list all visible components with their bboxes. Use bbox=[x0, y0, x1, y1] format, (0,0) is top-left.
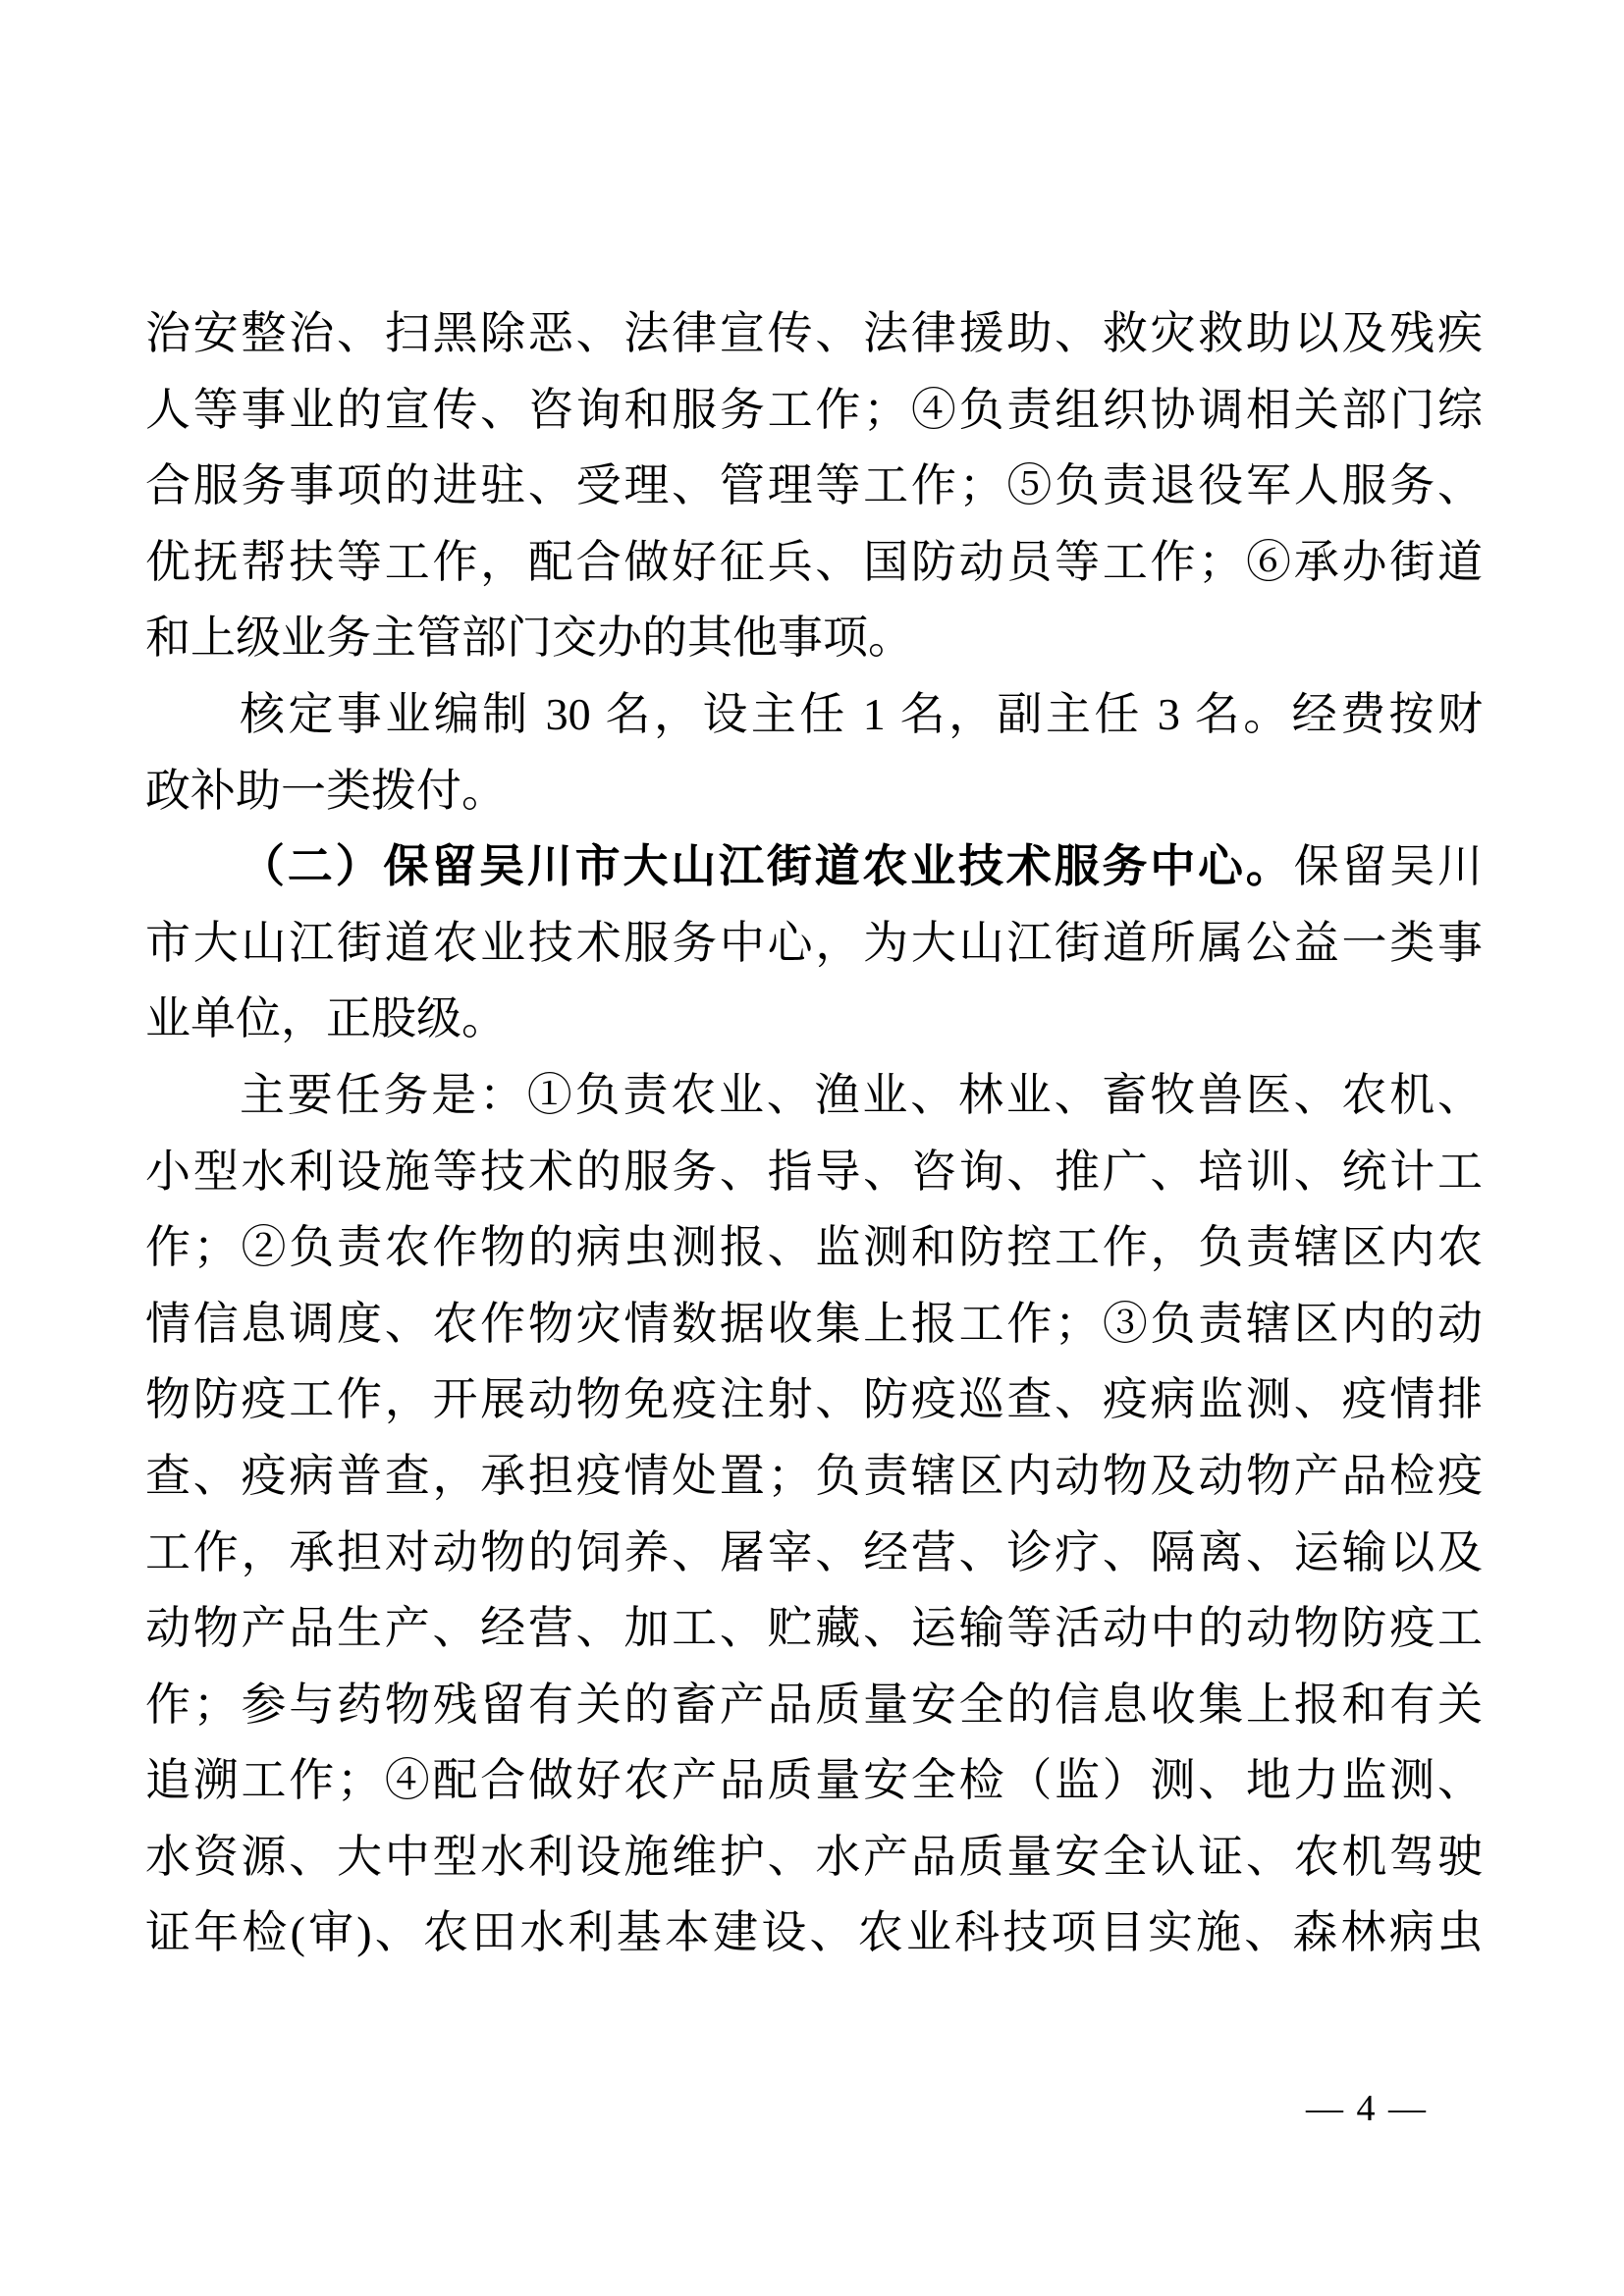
text-line bbox=[145, 372, 1483, 449]
text-line-segment: 主要任务是：①负责农业、渔业、林业、畜牧兽医、农机、 bbox=[240, 1069, 1483, 1120]
text-line-segment: 作；参与药物残留有关的畜产品质量安全的信息收集上报和有关 bbox=[145, 1679, 1483, 1730]
text-line-segment: 物防疫工作，开展动物免疫注射、防疫巡查、疫病监测、疫情排 bbox=[145, 1374, 1483, 1425]
text-line bbox=[145, 1438, 1483, 1515]
text-line-segment: 市大山江街道农业技术服务中心，为大山江街道所属公益一类事 bbox=[145, 917, 1483, 968]
text-line bbox=[145, 1590, 1483, 1667]
text-line bbox=[145, 1286, 1483, 1362]
text-line bbox=[145, 1362, 1483, 1438]
text-line-segment: 核定事业编制 30 名，设主任 1 名，副主任 3 名。经费按财 bbox=[240, 688, 1483, 739]
text-line-segment: 和上级业务主管部门交办的其他事项。 bbox=[145, 613, 913, 664]
document-lines bbox=[145, 295, 1483, 1971]
text-line bbox=[145, 981, 1483, 1057]
text-line-segment: 水资源、大中型水利设施维护、水产品质量安全认证、农机驾驶 bbox=[145, 1831, 1483, 1882]
text-line-segment: 证年检(审)、农田水利基本建设、农业科技项目实施、森林病虫 bbox=[145, 1907, 1483, 1958]
text-line bbox=[145, 1667, 1483, 1743]
text-line-segment: 政补助一类拨付。 bbox=[145, 765, 507, 816]
text-line bbox=[145, 753, 1483, 829]
text-line bbox=[145, 1134, 1483, 1210]
text-line bbox=[145, 1742, 1483, 1819]
text-line bbox=[145, 1057, 1483, 1134]
text-line-segment: 业单位，正股级。 bbox=[145, 993, 507, 1044]
text-line-segment: 查、疫病普查，承担疫情处置；负责辖区内动物及动物产品检疫 bbox=[145, 1450, 1483, 1501]
text-line bbox=[145, 295, 1483, 372]
text-line bbox=[145, 448, 1483, 524]
text-line bbox=[145, 676, 1483, 753]
text-line-segment: 小型水利设施等技术的服务、指导、咨询、推广、培训、统计工 bbox=[145, 1146, 1483, 1197]
text-line bbox=[145, 1515, 1483, 1591]
text-line-segment: 合服务事项的进驻、受理、管理等工作；⑤负责退役军人服务、 bbox=[145, 460, 1483, 511]
text-line bbox=[145, 1895, 1483, 1971]
text-line-segment: 人等事业的宣传、咨询和服务工作；④负责组织协调相关部门综 bbox=[145, 384, 1483, 435]
page-number: — 4 — bbox=[1306, 2088, 1428, 2129]
text-line bbox=[145, 1209, 1483, 1286]
text-line-segment: 工作，承担对动物的饲养、屠宰、经营、诊疗、隔离、运输以及 bbox=[145, 1526, 1483, 1577]
text-line bbox=[145, 600, 1483, 676]
text-line-segment: 情信息调度、农作物灾情数据收集上报工作；③负责辖区内的动 bbox=[145, 1298, 1483, 1349]
text-line-segment: 作；②负责农作物的病虫测报、监测和防控工作，负责辖区内农 bbox=[145, 1222, 1483, 1273]
text-line bbox=[145, 1819, 1483, 1896]
text-line-segment: 动物产品生产、经营、加工、贮藏、运输等活动中的动物防疫工 bbox=[145, 1603, 1483, 1654]
text-line-segment: 治安整治、扫黑除恶、法律宣传、法律援助、救灾救助以及残疾 bbox=[145, 308, 1483, 358]
text-line bbox=[145, 828, 1483, 905]
text-line-segment: 追溯工作；④配合做好农产品质量安全检（监）测、地力监测、 bbox=[145, 1755, 1483, 1806]
text-line-segment: 优抚帮扶等工作，配合做好征兵、国防动员等工作；⑥承办街道 bbox=[145, 536, 1483, 587]
text-line-segment: 保留吴川 bbox=[1293, 841, 1483, 892]
text-line bbox=[145, 524, 1483, 601]
section-heading-bold: （二）保留吴川市大山江街道农业技术服务中心。 bbox=[240, 841, 1294, 892]
text-line bbox=[145, 905, 1483, 982]
